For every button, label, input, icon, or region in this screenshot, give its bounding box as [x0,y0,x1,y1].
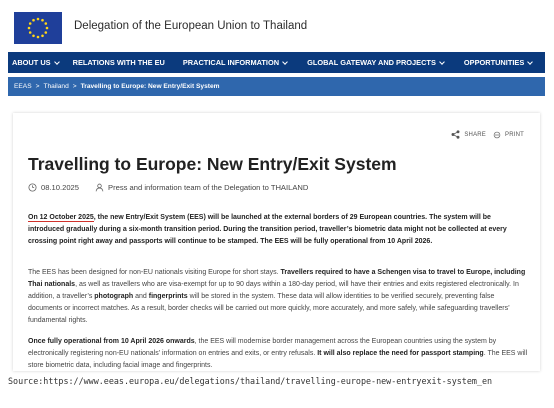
paragraph-text: The EES has been designed for non-EU nationals visiting Europe for short stays. [28,269,281,276]
breadcrumb [8,77,545,96]
paragraph-text: , as well as travellers who are visa-exempt for up to 90 days within a 180-day period, will have their entries and exits registered electronically. In addition, a traveller’s [28,281,519,301]
site-header [0,0,554,52]
share-label: SHARE [464,131,486,138]
paragraph-text: will be stored in the system. These data will allow identities to be verified securely, preventing false documents or incorrect matches. As a result, border checks will be carried out more quickly, more accurately, and more safely, while safeguarding travellers’ fundamental rights. [28,293,510,325]
print-icon [493,131,501,139]
publish-date: 08.10.2025 [41,183,80,192]
site-title[interactable]: Delegation of the European Union to Thailand [74,20,308,32]
user-icon [95,183,104,192]
print-button[interactable] [493,131,524,139]
paragraph-text: , the EES will modernise border management across the European countries using the system by electronically registering non-EU nationals’ information on entries and exits, or entry refusals. [28,338,497,358]
clock-icon [28,183,37,192]
nav-item-global-gateway-and-projects[interactable] [307,58,444,67]
print-label: PRINT [505,131,524,138]
paragraph-text: , the new Entry/Exit System (EES) will be launched at the external borders of 29 European countries. The system will be introduced gradually during a six-month transition period. During the transition period, traveller’s biometric data might not be collected at every crossing point right away and passports will continue to be stamped. The EES will be fully operational from 10 April 2026. [28,214,507,246]
chevron-down-icon [527,59,533,65]
article-actions [451,130,524,139]
paragraph-bold-text: fingerprints [148,293,188,301]
author: Press and information team of the Delegation to THAILAND [108,183,309,192]
paragraph-bold-text: It will also replace the need for passport stamping [317,350,484,358]
nav-item-label: OPPORTUNITIES [463,58,525,67]
paragraph-text: . The EES will store biometric data, including facial image and fingerprints. [28,350,528,370]
breadcrumb-link-eeas[interactable]: EEAS [14,83,32,90]
chevron-down-icon [54,59,60,65]
share-button[interactable] [451,130,486,139]
breadcrumb-current: Travelling to Europe: New Entry/Exit System [80,83,220,90]
share-icon [451,130,460,139]
nav-item-label: RELATIONS WITH THE EU [72,58,165,67]
chevron-down-icon [439,59,445,65]
breadcrumb-link-thailand[interactable]: Thailand [43,83,69,90]
nav-item-about-us[interactable] [12,58,59,67]
nav-item-practical-information[interactable] [183,58,287,67]
article-paragraph [28,212,528,248]
highlighted-date: On 12 October 2025 [28,214,94,221]
paragraph-text: and [133,293,149,301]
source-caption: Source:https://www.eeas.europa.eu/delegations/thailand/travelling-europe-new-entryexit-system_en [8,376,493,386]
breadcrumb-separator: > [35,83,40,90]
paragraph-bold-text: photograph [94,293,134,301]
paragraph-bold-text: Travellers required to have a Schengen visa to travel to Europe, including Thai nationals [28,269,526,289]
page-title: Travelling to Europe: New Entry/Exit System [28,154,397,174]
nav-item-opportunities[interactable] [464,58,532,67]
main-navigation [8,52,545,73]
article-paragraph [28,336,528,371]
article-card [13,113,540,371]
nav-item-label: ABOUT US [12,58,51,67]
chevron-down-icon [282,59,288,65]
nav-item-relations-with-the-eu[interactable] [73,58,165,67]
eu-flag-icon[interactable] [14,12,62,44]
article-paragraph [28,267,528,327]
nav-item-label: PRACTICAL INFORMATION [182,58,280,67]
nav-item-label: GLOBAL GATEWAY AND PROJECTS [307,58,436,67]
article-meta [28,183,308,192]
paragraph-bold-text: Once fully operational from 10 April 2026 onwards [28,338,195,345]
breadcrumb-separator: > [72,83,77,90]
